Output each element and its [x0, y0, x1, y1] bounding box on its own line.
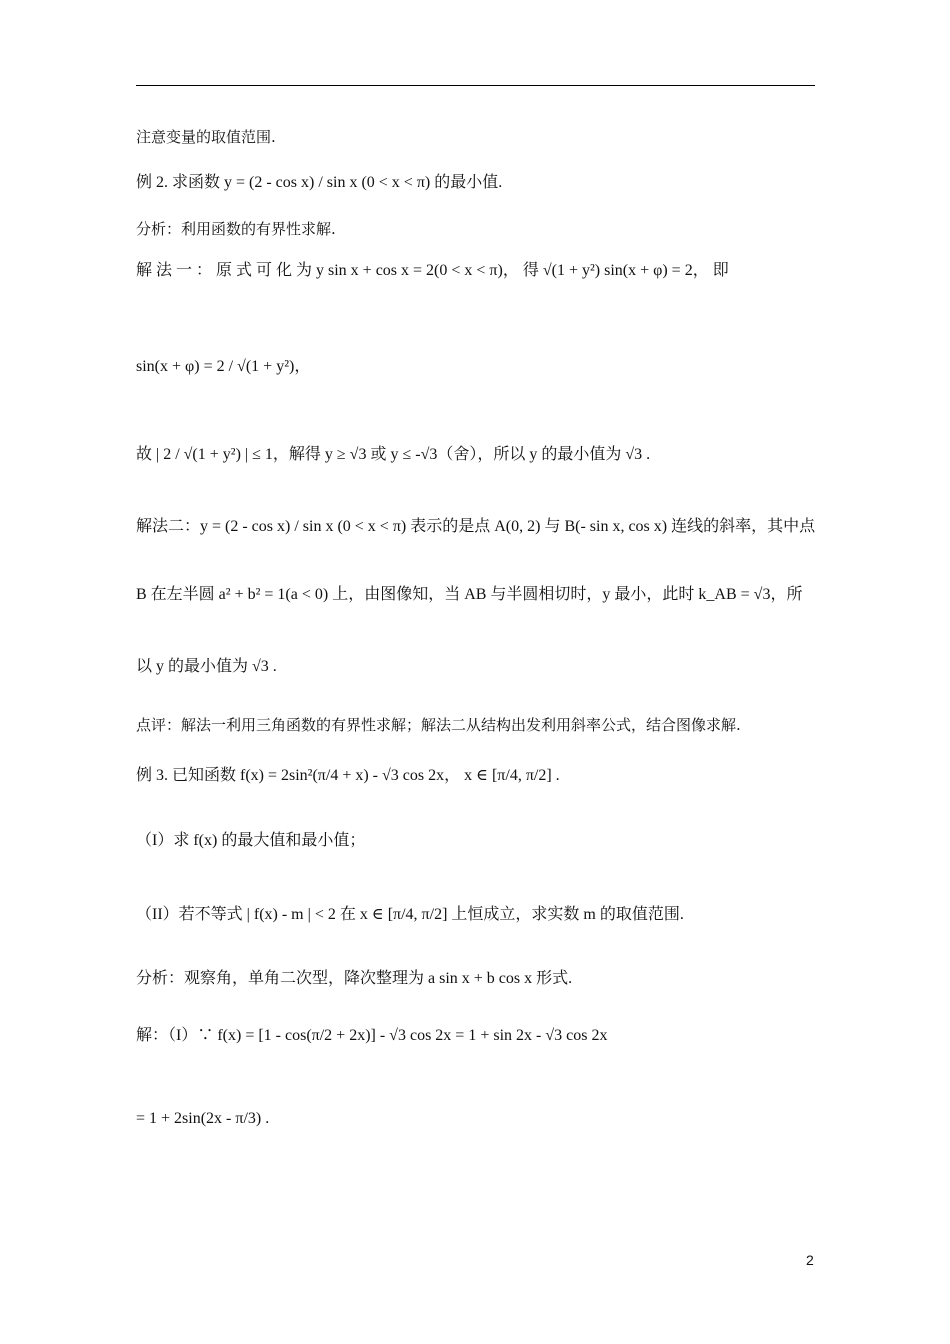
solution-line-1: 解：（I）∵ f(x) = [1 - cos(π/2 + 2x)] - √3 cos 2x = 1 + sin 2x - √3 cos 2x: [136, 1027, 608, 1044]
method-1-line-1: 解 法 一 ： 原 式 可 化 为 y sin x + cos x = 2(0 < x < π)， 得 √(1 + y²) sin(x + φ) = 2， 即: [136, 262, 729, 279]
example-3-statement: 例 3. 已知函数 f(x) = 2sin²(π/4 + x) - √3 cos 2x， x ∈ [π/4, π/2] .: [136, 767, 560, 784]
header-rule: [136, 85, 815, 86]
solution-line-2: = 1 + 2sin(2x - π/3) .: [136, 1110, 270, 1127]
comment: 点评：解法一利用三角函数的有界性求解；解法二从结构出发利用斜率公式，结合图像求解.: [136, 716, 741, 734]
method-1-line-2: sin(x + φ) = 2 / √(1 + y²)，: [136, 358, 311, 375]
page-number: 2: [806, 1252, 814, 1268]
example-3-part-2: （II）若不等式 | f(x) - m | < 2 在 x ∈ [π/4, π/2] 上恒成立，求实数 m 的取值范围.: [136, 906, 684, 923]
analysis-2: 分析：观察角，单角二次型，降次整理为 a sin x + b cos x 形式.: [136, 970, 573, 987]
text-line-1: 注意变量的取值范围.: [136, 128, 276, 146]
method-2-line-1: 解法二：y = (2 - cos x) / sin x (0 < x < π) 表示的是点 A(0, 2) 与 B(- sin x, cos x) 连线的斜率，其中点: [136, 518, 816, 535]
analysis-1: 分析：利用函数的有界性求解.: [136, 220, 336, 238]
method-1-conclusion: 故 | 2 / √(1 + y²) | ≤ 1，解得 y ≥ √3 或 y ≤ -√3（舍），所以 y 的最小值为 √3 .: [136, 446, 651, 463]
example-3-part-1: （I）求 f(x) 的最大值和最小值；: [136, 832, 366, 849]
example-2-statement: 例 2. 求函数 y = (2 - cos x) / sin x (0 < x < π) 的最小值.: [136, 174, 503, 191]
method-2-line-3: 以 y 的最小值为 √3 .: [136, 658, 277, 675]
method-2-line-2: B 在左半圆 a² + b² = 1(a < 0) 上，由图像知，当 AB 与半圆相切时，y 最小，此时 k_AB = √3，所: [136, 586, 803, 603]
